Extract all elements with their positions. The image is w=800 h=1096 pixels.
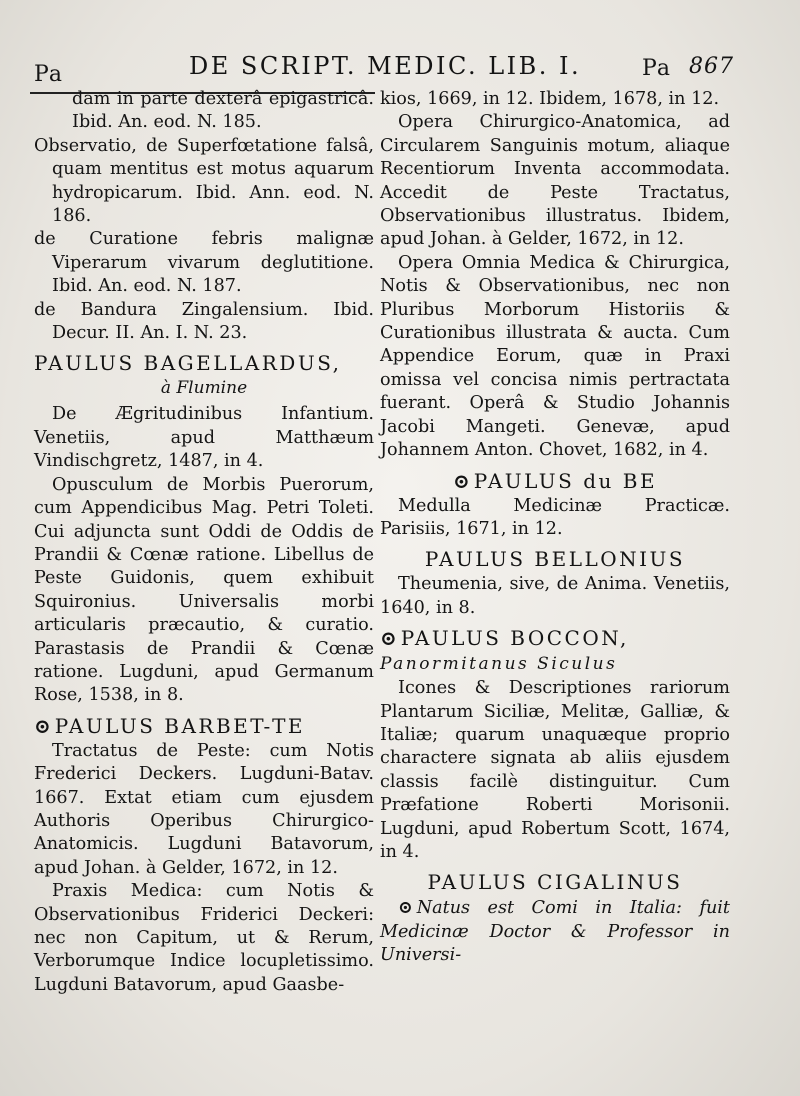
header-title: DE SCRIPT. MEDIC. LIB. I.	[189, 52, 582, 80]
author-heading: PAULUS CIGALINUS	[427, 870, 683, 895]
circle-dot-icon: ⊙	[452, 468, 470, 493]
author-subtitle: Panormitanus Siculus	[380, 654, 618, 675]
author-heading	[380, 469, 730, 493]
running-header	[34, 48, 734, 88]
entry-text: de Curatione febris malignæ Viperarum vivarum deglutitione. Ibid. An. eod. N. 187.	[34, 229, 374, 297]
author-name: PAULUS du BE	[473, 468, 658, 493]
header-right-catchword: Pa	[642, 56, 671, 81]
entry-text: Icones & Descriptiones rariorum Plantarum Siciliæ, Melitæ, Galliæ, & Italiæ; quarum unaquæque proprio charactere signata ab aliis ejusdem classis facilè distinguitur. Cum Præfatione Roberti Morisonii. Lugduni, apud Robertum Scott, 1674, in 4.	[380, 678, 730, 862]
entry-text: dam in parte dexterâ epigastricâ. Ibid. An. eod. N. 185.	[72, 89, 374, 133]
author-name: PAULUS BOCCON,	[400, 626, 629, 651]
entry-text: Opera Omnia Medica & Chirurgica, Notis & Observationibus, nec non Pluribus Morborum Historiis & Curationibus illustrata & aucta. Cum Appendice Eorum, quæ in Praxi omissa vel concisa nimis pertractata fuerant. Operâ & Studio Johannis Jacobi Mangeti. Genevæ, apud Johannem Anton. Chovet, 1682, in 4.	[380, 252, 730, 461]
author-heading: PAULUS BELLONIUS	[424, 547, 686, 572]
entry-text: De Ægritudinibus Infantium. Venetiis, apud Matthæum Vindischgretz, 1487, in 4.	[34, 404, 374, 472]
author-name: PAULUS BARBET-TE	[54, 713, 306, 738]
author-heading	[34, 714, 374, 738]
entry-text: Observatio, de Superfœtatione falsâ, quam mentitus est motus aquarum hydropicarum. Ibid. Ann. eod. N. 186.	[34, 135, 374, 227]
author-heading: PAULUS BAGELLARDUS,	[34, 351, 342, 376]
header-left-catchword: Pa	[34, 62, 63, 87]
author-heading	[380, 626, 730, 675]
entry-text: Medulla Medicinæ Practicæ. Parisiis, 1671, in 12.	[380, 495, 730, 539]
entry-text: Praxis Medica: cum Notis & Observationibus Friderici Deckeri: nec non Capitum, ut & Rerum, Verborumque Indice locupletissimo. Lugduni Batavorum, apud Gaasbe-	[34, 881, 374, 995]
entry-text: Opusculum de Morbis Puerorum, cum Appendicibus Mag. Petri Toleti. Cui adjuncta sunt Oddi de Oddis de Prandii & Cœnæ ratione. Libellus de Peste Guidonis, quem exhibuit Squironius. Universalis morbi articularis præcautio, & curatio. Parastasis de Prandii & Cœnæ ratione. Lugduni, apud Germanum Rose, 1538, in 8.	[34, 474, 374, 706]
entry-text: Opera Chirurgico-Anatomica, ad Circularem Sanguinis motum, aliaque Recentiorum Inventa accommodata. Accedit de Peste Tractatus, Observationibus illustratus. Ibidem, apud Johan. à Gelder, 1672, in 12.	[380, 112, 730, 250]
page-number: 867	[689, 54, 734, 79]
circle-dot-icon: ⊙	[34, 713, 51, 738]
circle-dot-icon: ⊙	[398, 897, 413, 919]
entry-text: de Bandura Zingalensium. Ibid. Decur. II. An. I. N. 23.	[34, 299, 374, 344]
right-column	[380, 88, 730, 968]
left-column	[34, 88, 374, 997]
entry-text: Theumenia, sive, de Anima. Venetiis, 1640, in 8.	[380, 574, 730, 618]
entry-body: Natus est Comi in Italia: fuit Medicinæ Doctor & Professor in Universi-	[380, 898, 730, 966]
author-subtitle: à Flumine	[160, 378, 248, 399]
entry-text: kios, 1669, in 12. Ibidem, 1678, in 12.	[380, 89, 720, 109]
entry-text	[380, 896, 730, 967]
circle-dot-icon: ⊙	[380, 626, 397, 651]
entry-text: Tractatus de Peste: cum Notis Frederici Deckers. Lugduni-Batav. 1667. Extat etiam cum ejusdem Authoris Operibus Chirurgico-Anatomicis. Lugduni Batavorum, apud Johan. à Gelder, 1672, in 12.	[34, 740, 374, 878]
